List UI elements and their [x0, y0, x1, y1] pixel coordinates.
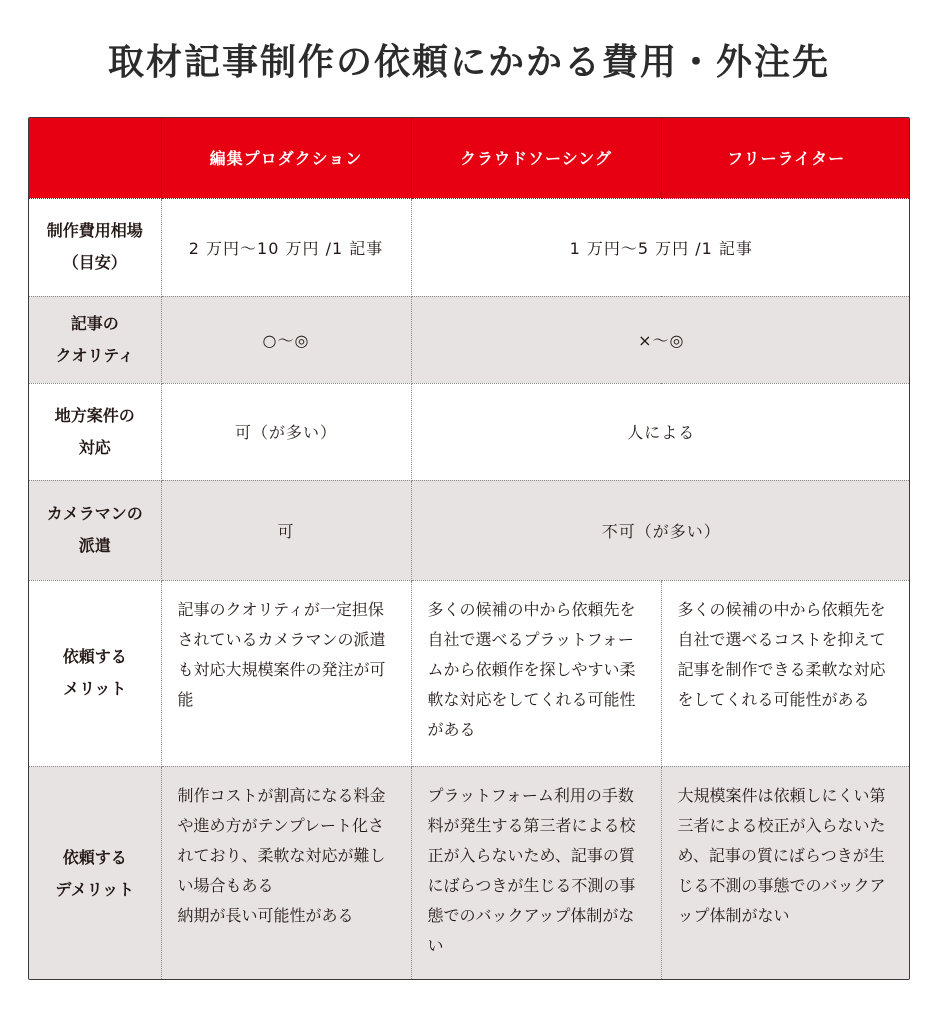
- row-cameraman: [29, 480, 910, 580]
- row-demerit: [29, 766, 910, 980]
- row-cost: [29, 198, 910, 296]
- row-label-line: （目安）: [62, 253, 127, 272]
- header-production: 編集プロダクション: [161, 118, 411, 198]
- row-label-line: 記事の: [70, 313, 119, 333]
- row-label-line: 地方案件の: [54, 405, 135, 425]
- row-label-line: クオリティ: [55, 345, 134, 365]
- row-label-demerit: [29, 766, 161, 980]
- merit-crowdsourcing: 多くの候補の中から依頼先を自社で選べるプラットフォームから依頼作を探しやすい柔軟な対応をしてくれる可能性がある: [411, 580, 661, 766]
- row-label-regional: [29, 383, 161, 480]
- quality-production: ○〜◎: [161, 296, 411, 383]
- cost-others: 1 万円〜5 万円 /1 記事: [411, 198, 910, 296]
- row-label-line: メリット: [63, 679, 127, 698]
- row-quality: [29, 296, 910, 383]
- row-label-line: カメラマンの: [46, 504, 143, 523]
- row-label-line: 対応: [78, 437, 111, 457]
- header-row: [29, 118, 910, 198]
- row-label-line: デメリット: [55, 879, 135, 899]
- row-label-quality: [29, 296, 161, 383]
- regional-production: 可（が多い）: [161, 383, 411, 480]
- row-label-cameraman: [29, 480, 161, 580]
- row-label-cost: [29, 198, 161, 296]
- row-label-line: 制作費用相場: [46, 221, 143, 240]
- cameraman-production: 可: [161, 480, 411, 580]
- merit-freelance: 多くの候補の中から依頼先を自社で選べるコストを抑えて記事を制作できる柔軟な対応をしてくれる可能性がある: [661, 580, 910, 766]
- demerit-production-text: 制作コストが割高になる料金や進め方がテンプレート化されており、柔軟な対応が難しい場合もある: [177, 785, 386, 895]
- demerit-crowdsourcing: プラットフォーム利用の手数料が発生する第三者による校正が入らないため、記事の質にばらつきが生じる不測の事態でのバックアップ体制がない: [411, 766, 661, 980]
- header-crowdsourcing: クラウドソーシング: [411, 118, 661, 198]
- regional-others: 人による: [411, 383, 910, 480]
- row-merit: [29, 580, 910, 766]
- row-regional: [29, 383, 910, 480]
- cameraman-others: 不可（が多い）: [411, 480, 910, 580]
- header-corner: [29, 118, 161, 198]
- row-label-line: 依頼する: [62, 647, 127, 666]
- demerit-freelance: 大規模案件は依頼しにくい第三者による校正が入らないため、記事の質にばらつきが生じる不測の事態でのバックアップ体制がない: [661, 766, 910, 980]
- row-label-merit: [29, 580, 161, 766]
- page-title: 取材記事制作の依頼にかかる費用・外注先: [107, 42, 830, 83]
- row-label-line: 依頼する: [62, 847, 127, 867]
- merit-production: 記事のクオリティが一定担保されているカメラマンの派遣も対応大規模案件の発注が可能: [161, 580, 411, 766]
- quality-others: ×〜◎: [411, 296, 910, 383]
- demerit-production: [161, 766, 411, 980]
- demerit-production-text: 納期が長い可能性がある: [177, 905, 354, 925]
- header-freelance: フリーライター: [661, 118, 910, 198]
- row-label-line: 派遣: [78, 536, 111, 555]
- comparison-table: [28, 117, 910, 980]
- cost-production: 2 万円〜10 万円 /1 記事: [161, 198, 411, 296]
